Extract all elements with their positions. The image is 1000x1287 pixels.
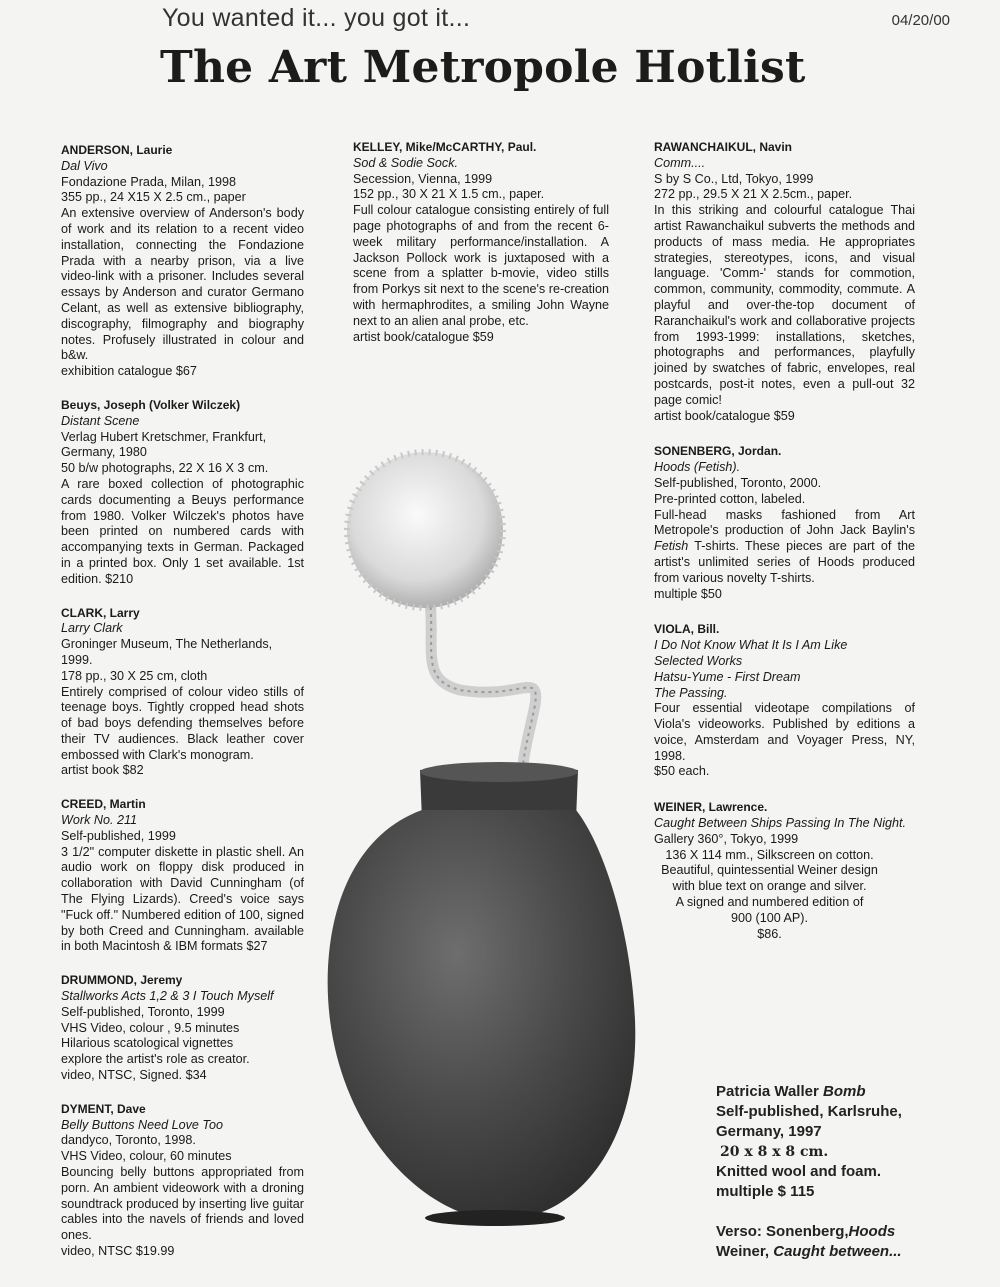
artist-name: KELLEY, Mike/McCARTHY, Paul. <box>353 140 537 154</box>
caption-line: Germany, 1997 <box>716 1123 822 1140</box>
artist-name: Beuys, Joseph (Volker Wilczek) <box>61 397 241 412</box>
page-title: The Art Metropole Hotlist <box>160 42 806 93</box>
detail-line: 136 X 114 mm., Silkscreen on cotton. <box>665 847 874 862</box>
list-item <box>654 800 915 942</box>
detail-line: Self-published, Toronto, 2000. <box>654 475 822 490</box>
detail-line: 50 b/w photographs, 22 X 16 X 3 cm. <box>61 461 269 476</box>
detail-line: 355 pp., 24 X15 X 2.5 cm., paper <box>61 190 246 205</box>
work-title: Work No. 211 <box>61 813 138 828</box>
detail-line: Hilarious scatological vignettes <box>61 1036 234 1051</box>
artist-name: CLARK, Larry <box>61 605 140 620</box>
list-item <box>61 1102 304 1260</box>
work-title: Belly Buttons Need Love Too <box>61 1117 223 1132</box>
detail-line: Secession, Vienna, 1999 <box>353 171 493 186</box>
detail-line: Self-published, 1999 <box>61 828 176 843</box>
list-item <box>61 398 304 588</box>
description-text: T-shirts. These pieces are part of the artist's unlimited series of Hoods produced from various novelty T-shirts. <box>654 539 915 585</box>
detail-line: 178 pp., 30 X 25 cm, cloth <box>61 668 208 683</box>
caption-text: Verso: Sonenberg, <box>716 1223 849 1240</box>
detail-line: Self-published, Toronto, 1999 <box>61 1004 225 1019</box>
caption-italic: Bomb <box>823 1083 866 1100</box>
work-title: Sod & Sodie Sock. <box>353 155 459 170</box>
caption-italic: Hoods <box>848 1223 896 1240</box>
caption-line <box>716 1082 976 1102</box>
detail-line: Groninger Museum, The Netherlands, 1999. <box>61 637 273 667</box>
detail-line: with blue text on orange and silver. <box>672 879 867 894</box>
artist-name: SONENBERG, Jordan. <box>654 444 782 459</box>
artist-name: DYMENT, Dave <box>61 1101 146 1116</box>
detail-line: S by S Co., Ltd, Tokyo, 1999 <box>654 171 814 186</box>
work-title: Caught Between Ships Passing In The Night. <box>654 816 907 831</box>
description: Entirely comprised of colour video stills of teenage boys. Tightly cropped head shots of bad boys defending themselves before their TV audiences. Black leather cover embossed with Clark's monogram. <box>61 684 304 762</box>
caption-line: Self-published, Karlsruhe, <box>716 1103 902 1120</box>
price: artist book $82 <box>61 763 144 778</box>
list-item <box>654 622 915 780</box>
price: exhibition catalogue $67 <box>61 364 197 379</box>
artist-name: VIOLA, Bill. <box>654 622 720 637</box>
detail-line: Fondazione Prada, Milan, 1998 <box>61 174 237 189</box>
work-title: The Passing. <box>654 685 728 700</box>
list-item <box>61 797 304 955</box>
detail-line: VHS Video, colour , 9.5 minutes <box>61 1020 240 1035</box>
detail-line: 272 pp., 29.5 X 21 X 2.5cm., paper. <box>654 187 853 202</box>
price: artist book/catalogue $59 <box>353 329 494 344</box>
caption-line: Knitted wool and foam. <box>716 1163 881 1180</box>
artist-name: CREED, Martin <box>61 797 146 812</box>
artist-name: WEINER, Lawrence. <box>654 800 768 815</box>
list-item <box>654 140 915 424</box>
detail-line: Gallery 360°, Tokyo, 1999 <box>654 831 799 846</box>
price: video, NTSC $19.99 <box>61 1244 175 1258</box>
work-title: Hatsu-Yume - First Dream <box>654 669 801 684</box>
description: Full colour catalogue consisting entirely of full page photographs of and from the recent 6-week military performance/installation. A Jackson Pollock work is juxtaposed with a scene from a splatter b-movie, video stills from Porkys sit next to the scene's re-creation with hermaphrodites, a smiling John Wayne next to an alien anal probe, etc. <box>353 203 609 328</box>
detail-line: video, NTSC, Signed. $34 <box>61 1068 207 1083</box>
artist-name: RAWANCHAIKUL, Navin <box>654 140 793 154</box>
work-title: Selected Works <box>654 653 743 668</box>
date: 04/20/00 <box>891 12 950 29</box>
description: An extensive overview of Anderson's body of work and its relation to a recent video installation, connecting the Fondazione Prada with a nearby prison, via a live video-link with a prisoner. Includes several essays by Anderson and curator Germano Celant, as well as extensive bibliography, discography, filmography and biography notes. Profusely illustrated in colour and b&w. <box>61 206 304 363</box>
image-caption <box>716 1082 976 1262</box>
detail-line: dandyco, Toronto, 1998. <box>61 1133 196 1148</box>
caption-text: Weiner, <box>716 1243 774 1260</box>
detail-line: 152 pp., 30 X 21 X 1.5 cm., paper. <box>353 187 545 202</box>
detail-line: explore the artist's role as creator. <box>61 1052 250 1067</box>
description <box>654 508 915 587</box>
list-item <box>61 143 304 380</box>
description-text: Full-head masks fashioned from Art Metropole's production of John Jack Baylin's <box>654 507 915 538</box>
list-item <box>61 606 304 780</box>
detail-line: A signed and numbered edition of <box>675 895 864 910</box>
work-title: Dal Vivo <box>61 158 108 173</box>
description-italic: Fetish <box>654 539 689 554</box>
bomb-illustration <box>300 420 640 1240</box>
detail-line: Verlag Hubert Kretschmer, Frankfurt, Germany, 1980 <box>61 429 267 460</box>
description: Bouncing belly buttons appropriated from porn. An ambient videowork with a droning soundtrack produced by inserting live guitar cables into the navels of friends and loved ones. <box>61 1165 304 1243</box>
price: $50 each. <box>654 764 710 779</box>
description: In this striking and colourful catalogue Thai artist Rawanchaikul subverts the methods and products of mass media. He appropriates strategies, stereotypes, icons, and visual language. 'Comm-' stands for commotion, common, community, commodity, commute. A playful and over-the-top document of Raranchaikul's work and collaborative projects from 1993-1999: installations, sketches, photographs and performances, playfully joined by swatches of fabric, envelopes, real postcards, post-it notes, even a pull-out 32 page comic! <box>654 203 915 407</box>
artist-name: DRUMMOND, Jeremy <box>61 973 183 988</box>
caption-italic: Caught between... <box>773 1243 902 1260</box>
verso-line <box>716 1222 976 1242</box>
tagline: You wanted it... you got it... <box>162 4 471 32</box>
caption-text: Patricia Waller <box>716 1083 823 1100</box>
detail-line: 900 (100 AP). <box>730 910 808 925</box>
description: 3 1/2" computer diskette in plastic shell. An audio work on floppy disk produced in collaboration with David Cunningham (of The Flying Lizards). Creed's voice says "Fuck off." Numbered edition of 100, signed by both Creed and Cunningham. available in both Macintosh & IBM formats $27 <box>61 844 304 954</box>
work-title: Stallworks Acts 1,2 & 3 I Touch Myself <box>61 989 274 1004</box>
work-title: I Do Not Know What It Is I Am Like <box>654 638 848 653</box>
column-right <box>654 140 915 962</box>
column-left <box>61 143 304 1278</box>
price: $86. <box>757 926 782 941</box>
description: A rare boxed collection of photographic cards documenting a Beuys performance from 1980. Volker Wilczek's photos have been printed on numbered cards with accompanying texts in German. Packaged in a printed box. Only 1 set available. 1st edition. $210 <box>61 476 304 586</box>
work-title: Comm.... <box>654 155 706 170</box>
work-title: Larry Clark <box>61 621 123 636</box>
price: artist book/catalogue $59 <box>654 408 795 423</box>
caption-line: multiple $ 115 <box>716 1183 815 1200</box>
list-item <box>353 140 609 345</box>
caption-line: 20 x 8 x 8 cm. <box>720 1144 829 1160</box>
description: Four essential videotape compilations of Viola's videoworks. Published by editions a voice, Amsterdam and Voyager Press, NY, 1998. <box>654 701 915 763</box>
detail-line: Pre-printed cotton, labeled. <box>654 491 806 506</box>
detail-line: VHS Video, colour, 60 minutes <box>61 1149 232 1164</box>
work-title: Hoods (Fetish). <box>654 460 741 475</box>
verso-line <box>716 1242 976 1262</box>
price: multiple $50 <box>654 586 722 601</box>
list-item <box>61 973 304 1084</box>
detail-line: Beautiful, quintessential Weiner design <box>661 863 878 878</box>
column-middle <box>353 140 609 365</box>
list-item <box>654 444 915 602</box>
artist-name: ANDERSON, Laurie <box>61 143 173 157</box>
work-title: Distant Scene <box>61 413 140 428</box>
